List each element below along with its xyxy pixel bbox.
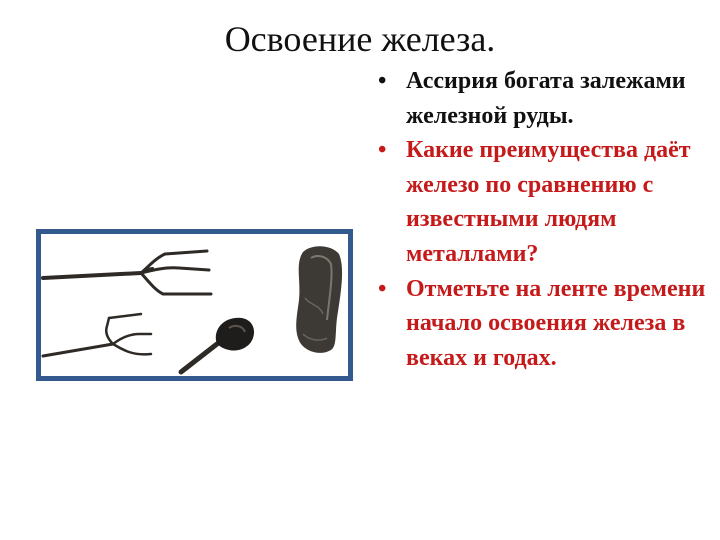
slide-title: Освоение железа.	[224, 19, 496, 59]
hoe-blade-icon	[296, 246, 342, 353]
bullet-item: • Какие преимущества даёт железо по сравнению с известными людям металлами?	[372, 133, 712, 271]
iron-tools-illustration	[41, 234, 348, 376]
bullet-item: • Отметьте на ленте времени начало освоения железа в веках и годах.	[372, 272, 712, 376]
iron-tools-image	[36, 229, 353, 381]
pitchfork-icon	[43, 251, 211, 294]
bullet-item: • Ассирия богата залежами железной руды.	[372, 64, 712, 133]
spade-icon	[181, 318, 254, 372]
pitchfork-icon	[43, 314, 151, 356]
bullet-list	[372, 64, 712, 375]
